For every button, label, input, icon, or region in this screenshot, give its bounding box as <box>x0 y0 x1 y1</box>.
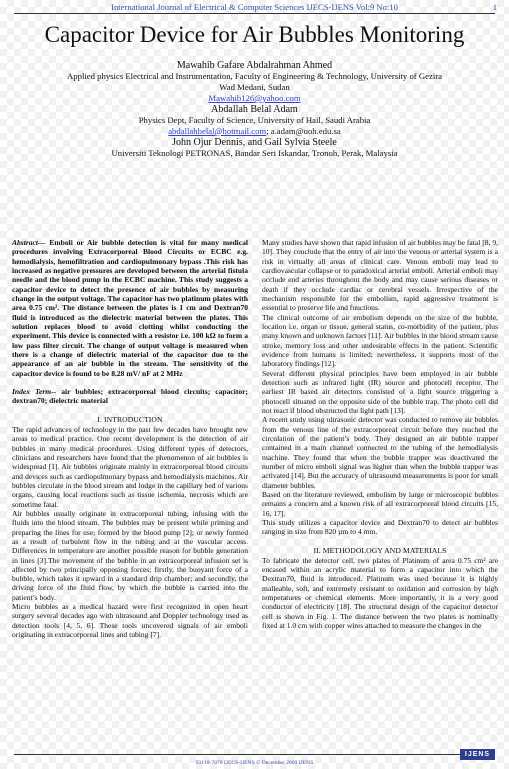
author-2-name: Abdallah Belal Adam <box>211 103 298 115</box>
abstract-label: Abstract <box>12 238 38 247</box>
index-terms <box>12 387 248 406</box>
author-2-email-secondary: a.adam@uoh.edu.sa <box>270 125 341 136</box>
journal-logo: IJENS <box>460 749 495 760</box>
body-paragraph: The clinical outcome of air embolism depends on the size of the bubble, location i.e. organ or tissue, general status, co-morbidity of the patient, plus many known and unknown factors [11]. Air bubbles in the blood stream cause stroke, memory loss and other undesirable effects in the patient. Scientific evidence from humans is limited; nevertheless, it supports most of the laboratory findings [12]. <box>262 312 498 369</box>
index-terms-text: -- air bubbles; extracorporeal blood circuits; capacitor; dextran70; dielectric material <box>12 386 248 406</box>
body-paragraph: A recent study using ultrasonic detector was conducted to remove air bubbles from the venous line of the extracorporeal circuit before they reached the circulation of the patient’s body. They designed an air bubble trapper contained in a main channel connected to the tubing of the hemodialysis machine. They found that when the bubble trapper was deactivated the number of micro emboli signal was higher than when the bubble trapper was activated [14]. But the accuracy of ultrasound measurements is poor for small diameter bubbles. <box>262 415 498 490</box>
section-heading-methodology: II. METHODOLOGY AND MATERIALS <box>313 545 447 555</box>
right-column <box>262 238 498 630</box>
abstract <box>12 238 248 378</box>
page-number: 1 <box>492 2 497 12</box>
footer-rule <box>14 754 495 755</box>
body-paragraph: Based on the literature reviewed, embolism by large or microscopic bubbles remains a concern and a known risk of all extracorporeal blood circuits [15, 16, 17]. <box>262 489 498 518</box>
body-paragraph: Air bubbles usually originate in extracorporeal tubing, infusing with the fluids into the blood stream. The bubbles may be present while priming and preparing the lines for use; formed by the blood pump [2]; or newly formed as a result of turbulent flow in the tubing and at the vascular access. Differences in temperature are another possible reason for bubble generation in lines [3].The movement of the bubble in an extracorporeal infusion set is affected by two principally opposing forces; firstly, the buoyant force of a bubble, which takes it upward in a standard drip chamber; and secondly, the driving force of the fluid flow, by which the bubble is carried into the patient’s body. <box>12 508 248 602</box>
footer-text: 93110-7878 IJECS-IJENS © December 2009 IJENS <box>195 760 314 766</box>
author-2-email-link[interactable]: abdallahbelal@hotmail.com <box>168 125 267 136</box>
header-rule <box>14 13 495 14</box>
left-column <box>12 238 248 639</box>
running-head: International Journal of Electrical & Computer Sciences IJECS-IJENS Vol:9 No:10 <box>111 2 398 12</box>
body-paragraph: To fabricate the detector cell, two plates of Platinum of area 0.75 cm² are encased within an acrylic material to form a capacitor into which the Dextran70, fluid is introduced. Platinum was used because it is highly malleable, soft, and extremely resistant to oxidation and corrosion by high temperatures or chemical elements. More importantly, it is a very good conductor of electricity [18]. The structural design of the capacitor detector cell is shown in Fig. 1. The distance between the two plates is nominally fixed at 1.0 cm with copper wires attached to measure the changes in the <box>262 555 498 631</box>
author-block <box>0 60 509 158</box>
author-3-names: John Ojur Dennis, and Gail Sylvia Steele <box>172 136 337 148</box>
body-paragraph: This study utilizes a capacitor device and Dextran70 to detect air bubbles ranging in size from 820 µm to 4 mm. <box>262 517 498 537</box>
email-separator: ; <box>266 125 271 136</box>
section-heading-introduction: I. INTRODUCTION <box>97 414 163 424</box>
body-paragraph: Micro bubbles as a medical hazard were first recognized in open heart surgery several decades ago with ultrasound and Doppler technology used as detection tools [4, 5, 6]. These tools uncovered signals of air emboli originating in extracorporeal lines and tubing [7]. <box>12 602 248 640</box>
author-1-email-link[interactable]: Mawahib126@yahoo.com <box>208 92 301 103</box>
body-paragraph: The rapid advances of technology in the past few decades have brought new areas to medical practice. One recent development is the detection of air bubbles in many medical procedures. Using different types of detectors, clinicians and researchers have found that the phenomenon of air bubbles is widespread [1]. Air bubbles originate mainly in extracorporeal blood circuits and devices such as cardiopulmonary bypass and hemodialysis machines. Air bubbles circulate in the blood stream and lodge in the capillary bed of various organs, causing local reactions such as tissue ischemia, necrosis which are sometime fatal. <box>12 424 248 509</box>
body-paragraph: Many studies have shown that rapid infusion of air bubbles may be fatal [8, 9, 10]. They conclude that the entry of air into the venous or arterial system is a risk in virtually all areas of clinical care. Venous emboli may lead to cardiovascular collapse or to paradoxical arterial emboli. Arterial emboli may occlude end arteries throughout the body and may cause serious diseases or death if they occlude cardiac or cerebral vessels. Irrespective of the mechanism responsible for the embolism, rapid aggressive treatment is essential to preserve life and functions. <box>262 238 498 313</box>
index-terms-label: Index Term <box>12 386 52 396</box>
author-1-affiliation-line1: Applied physics Electrical and Instrumentation, Faculty of Engineering & Technology, University of Gezira <box>66 71 443 81</box>
author-2-affiliation: Physics Dept, Faculty of Science, University of Hail, Saudi Arabia <box>138 114 371 125</box>
abstract-text: — Emboli or Air bubble detection is vital for many medical procedures involving Extracorporeal Blood Circuits or ECBC e.g. hemodialysis, hemofiltration and cardiopulmonary bypass .This risk has increased as negative pressures are developed between the arterial fistula needle and the blood pump in the ECBC machine. This study suggests a capacitor device to detect the presence of air bubbles by measuring change in the output voltage. The capacitor has two platinum plates with area 0.75 cm². The distance between the plates is 1 cm and Dextran70 fluid is introduced as the dielectric material between the plates. This solution replaces blood to avoid clotting whilst conducting the experiment. This device is connected with a resistor i.e. 100 kΩ to form a low pass filter circuit. The change of output voltage is measured when there is a change of dielectric material of the capacitor due to the appearance of an air bubble in the stream. The sensitivity of the capacitor device is found to be 8.28 mV/ nF at 2 MHz <box>12 238 248 378</box>
author-1-affiliation-line2: Wad Medani, Sudan <box>219 81 290 92</box>
author-3-affiliation: Universiti Teknologi PETRONAS, Bandar Seri Iskandar, Tronoh, Perak, Malaysia <box>111 147 398 158</box>
paper-title: Capacitor Device for Air Bubbles Monitoring <box>44 22 465 47</box>
body-paragraph: Several different physical principles have been employed in air bubble detection such as infrared light (IR) source and photocell receptor. The earliest IR based air detectors consisted of a light source triggering a photocell situated on the opposite side of the bubble trap. The photo cell did not react if blood obstructed the light path [13]. <box>262 368 498 415</box>
author-1-name: Mawahib Gafare Abdalrahman Ahmed <box>176 60 333 71</box>
